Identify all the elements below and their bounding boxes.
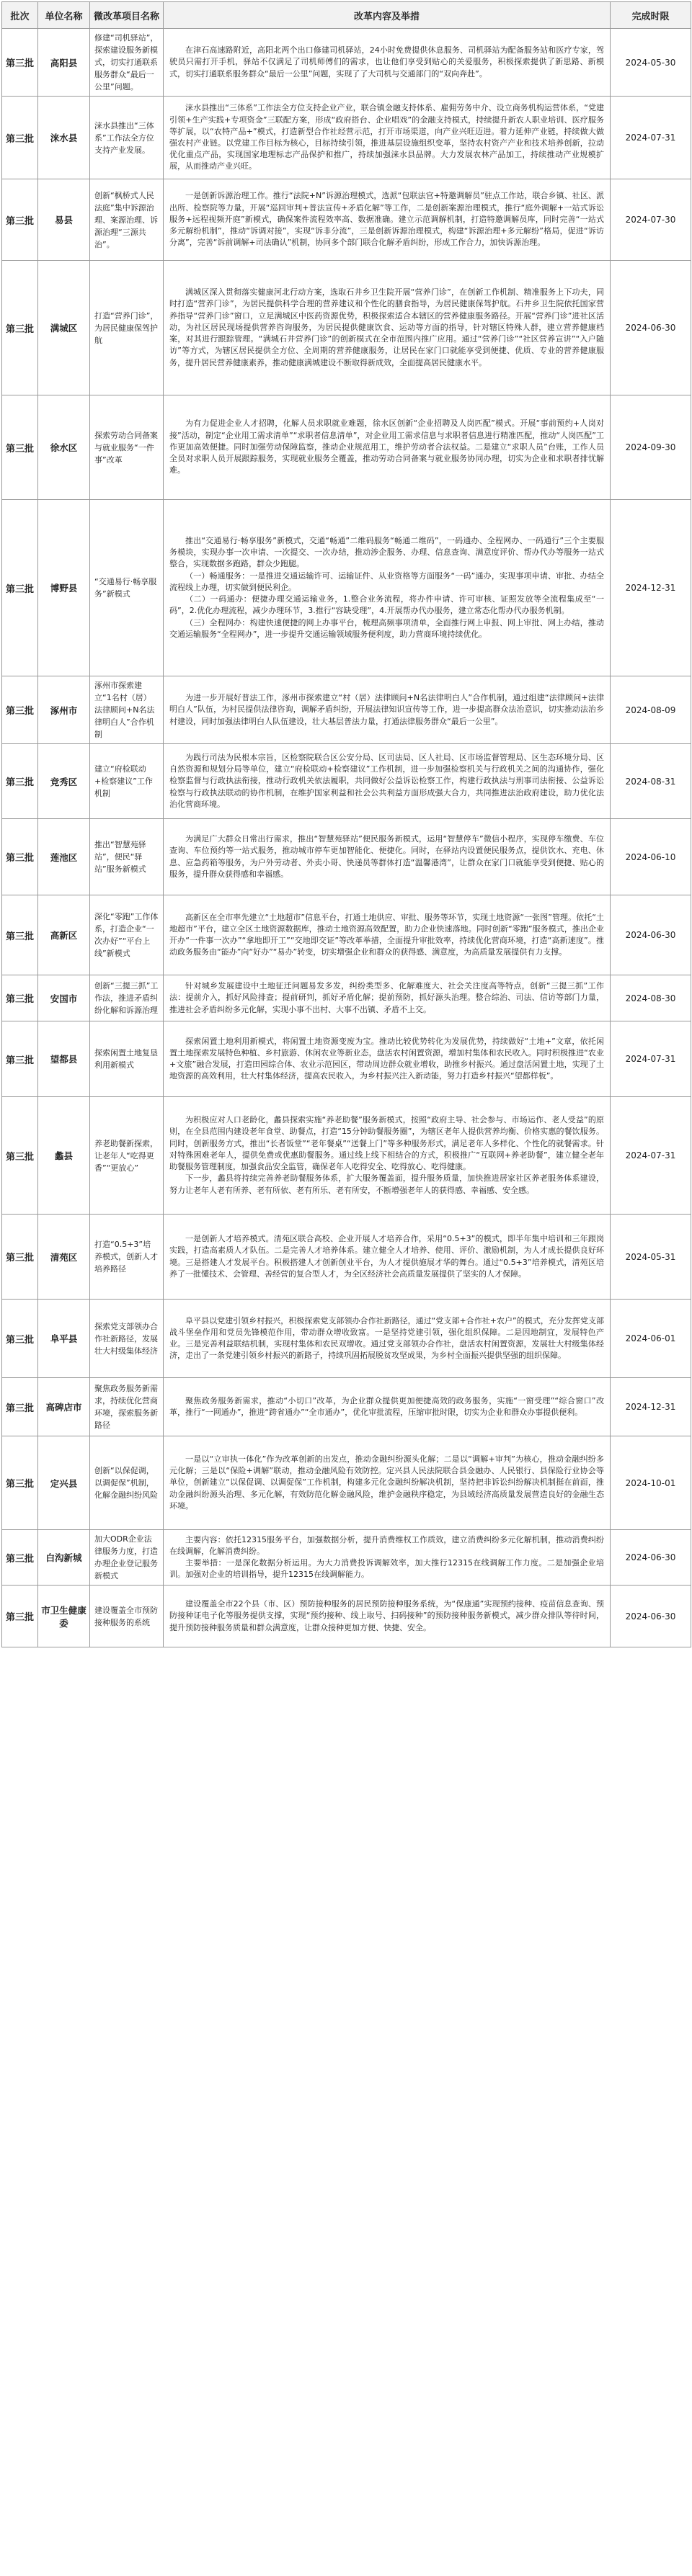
table-row bbox=[2, 1586, 691, 1647]
row-content-cell bbox=[164, 1436, 611, 1530]
row-content-cell bbox=[164, 744, 611, 819]
content-paragraph: （一）畅通服务：一是推进交通运输许可、运输证件、从业资格等方面服务“一码”通办，实现事项申请、审批、办结全流程线上办理，切实做到便民利企。 bbox=[169, 571, 604, 592]
table-row bbox=[2, 1097, 691, 1215]
row-batch-cell: 第三批 bbox=[2, 261, 38, 395]
row-content-cell bbox=[164, 1097, 611, 1215]
table-row bbox=[2, 676, 691, 744]
row-deadline-cell: 2024-07-31 bbox=[611, 97, 691, 179]
content-paragraph: （二）一码通办：便捷办理交通运输业务，1.整合业务流程，将办件申请、许可审核、证照发放等全流程集成至“一码”，2.优化办理流程，减少办理环节，3.推行“容缺受理”，4.开展帮办代办服务，建立常态化帮办代办服务机制。 bbox=[169, 594, 604, 616]
row-project-cell: 修建“司机驿站”，探索建设服务新模式，切实打通联系服务群众“最后一公里”问题。 bbox=[90, 29, 164, 97]
content-paragraph: 推出“交通易行·畅享服务”新模式，交通“畅通”二维码服务“畅通二维码”，一码通办、全程网办、一码通行”三个主要服务模块，实现办事一次申请、一次提交、一次办结，推动涉企服务、办理、信息查询、满意度评价、帮办代办等服务一站式整合，实现数据多跑路，群众少跑腿。 bbox=[169, 536, 604, 569]
table-row bbox=[2, 500, 691, 676]
table-row bbox=[2, 975, 691, 1021]
row-unit-cell: 莲池区 bbox=[38, 819, 90, 895]
content-paragraph: 一是创新诉源治理工作。推行“法院+N”诉源治理模式，选派“包联法官+特邀调解员”驻点工作站，联合乡镇、社区、派出所、检察院等力量，开展“巡回审判+普法宣传+矛盾化解”等工作，二是创新案源治理模式，推行“庭外调解+一站式诉讼服务+远程视频开庭”新模式，确保案件流程效率高、数据准确。建立示范调解机制，打造特邀调解员库，同时完善“一站式多元解纷机制”，推动“诉调对接”，实现“诉非分流”，三是创新诉源治理模式，构建“诉源治理+多元解纷”格局，促进“诉访分离”，完善“诉前调解+司法确认”机制，协同多个部门联合化解矛盾纠纷，形成工作合力，加快诉源治理。 bbox=[169, 191, 604, 248]
row-content-cell bbox=[164, 1378, 611, 1436]
row-unit-cell: 博野县 bbox=[38, 500, 90, 676]
row-deadline-cell: 2024-08-30 bbox=[611, 975, 691, 1021]
row-deadline-cell: 2024-07-31 bbox=[611, 1021, 691, 1097]
content-paragraph: 探索闲置土地利用新模式，将闲置土地资源变废为宝。推动比较优势转化为发展优势，持续做好“土地+”文章，依托闲置土地探索发展特色种植、乡村旅游、休闲农业等新业态，盘活农村闲置资源，增加村集体和农民收入。同时积极推进“农业+文旅”融合发展，打造田园综合体、农业示范园区，带动周边群众就业增收，助推乡村振兴。通过盘活闲置土地，实现了土地资源的高效利用，壮大村集体经济，提高农民收入，为乡村振兴注入新动能，努力打造乡村振兴“望都样板”。 bbox=[169, 1036, 604, 1081]
row-deadline-cell: 2024-05-30 bbox=[611, 29, 691, 97]
row-content-cell bbox=[164, 1300, 611, 1378]
content-paragraph: 建设覆盖全市22个县（市、区）预防接种服务的居民预防接种服务系统，为“保康通”实现预约接种、疫苗信息查询、预防接种证电子化等服务提供支撑，实现“预约接种、线上取号、扫码接种”的预防接种服务新模式，减少群众排队等待时间，提升预防接种服务质量和群众满意度，让群众接种更加方便、快捷、安全。 bbox=[169, 1599, 604, 1632]
row-deadline-cell: 2024-05-31 bbox=[611, 1215, 691, 1300]
content-paragraph: 为满足广大群众日常出行需求，推出“智慧苑驿站”便民服务新模式，运用“智慧停车”微信小程序，实现停车缴费、车位查询、车位预约等一站式服务，推动城市停车更加智能化、便捷化。同时，在驿站内设置便民服务点，提供饮水、充电、休息、应急药箱等服务，为户外劳动者、外卖小哥、快递员等群体打造“温馨港湾”，让群众在家门口就能享受到便捷、贴心的服务，提升群众获得感和幸福感。 bbox=[169, 834, 604, 879]
row-project-cell: 推出“智慧苑驿站”，便民“驿站”服务新模式 bbox=[90, 819, 164, 895]
row-unit-cell: 安国市 bbox=[38, 975, 90, 1021]
row-deadline-cell: 2024-07-31 bbox=[611, 1097, 691, 1215]
table-row bbox=[2, 819, 691, 895]
content-paragraph: 满城区深入贯彻落实健康河北行动方案，选取石井乡卫生院开展“营养门诊”，在创新工作机制、精准服务上下功夫，同时打造“营养门诊”，为居民提供科学合理的营养建议和个性化的膳食指导，为居民健康保驾护航。石井乡卫生院依托国家营养指导“营养门诊”窗口，立足满城区中医药资源优势，积极探索适合本辖区的营养健康服务路径。开展“营养门诊”进社区活动，为社区居民现场提供营养咨询服务，为居民提供健康饮食、运动等方面的指导，针对辖区特殊人群，建立营养健康档案，对其进行跟踪管理。“满城石井营养门诊”的创新模式在全市范围内推广应用。通过“营养门诊”“社区营养宣讲”“入户随访”等方式，为辖区居民提供全方位、全周期的营养健康服务，让居民在家门口就能享受到便捷、优质、专业的营养健康服务，提升居民营养健康素养，推动健康满城建设不断取得新成效，全面提高居民健康水平。 bbox=[169, 287, 604, 367]
table-row bbox=[2, 1530, 691, 1586]
content-paragraph: 为有力促进企业人才招聘，化解人员求职就业难题，徐水区创新“企业招聘及人岗匹配”模式。开展“事前预约+人岗对接”活动，制定“企业用工需求清单”“求职者信息清单”，对企业用工需求信息与求职者信息进行精准匹配，推动“人岗匹配”工作更加高效便捷。同时加强劳动保障监察，推动企业规范用工，维护劳动者合法权益。二是建立“求职人员”台账，工作人员全员对求职人员开展跟踪服务，实现就业服务全覆盖，推动劳动合同备案与就业服务协同办理，切实为企业和求职者排忧解难。 bbox=[169, 419, 604, 475]
row-batch-cell: 第三批 bbox=[2, 29, 38, 97]
table-row bbox=[2, 1436, 691, 1530]
content-paragraph: 主要内容：依托12315服务平台，加强数据分析，提升消费维权工作质效，建立消费纠纷多元化解机制，推动消费纠纷在线调解，化解消费纠纷。 bbox=[169, 1534, 604, 1556]
row-unit-cell: 阜平县 bbox=[38, 1300, 90, 1378]
row-batch-cell: 第三批 bbox=[2, 895, 38, 975]
row-project-cell: 聚焦政务服务新需求，持续优化营商环境，探索服务新路径 bbox=[90, 1378, 164, 1436]
row-content-cell bbox=[164, 395, 611, 500]
row-batch-cell: 第三批 bbox=[2, 395, 38, 500]
row-content-cell bbox=[164, 500, 611, 676]
row-project-cell: 加大ODR企业法律服务力度，打造办理企业登记服务新模式 bbox=[90, 1530, 164, 1586]
row-content-cell bbox=[164, 261, 611, 395]
row-content-cell bbox=[164, 97, 611, 179]
row-deadline-cell: 2024-12-31 bbox=[611, 500, 691, 676]
row-content-cell bbox=[164, 1021, 611, 1097]
content-paragraph: 阜平县以党建引领乡村振兴，积极探索党支部领办合作社新路径，通过“党支部+合作社+农户”的模式，充分发挥党支部战斗堡垒作用和党员先锋模范作用，带动群众增收致富。一是坚持党建引领，强化组织保障。二是因地制宜，发展特色产业。三是完善利益联结机制，实现村集体和农民双增收。通过党支部领办合作社，盘活农村闲置资源，发展壮大村级集体经济，走出了一条党建引领乡村振兴的新路子，持续巩固拓展脱贫攻坚成果，为乡村全面振兴提供坚强的组织保障。 bbox=[169, 1315, 604, 1361]
content-paragraph: 针对城乡发展建设中土地征迁问题易发多发，纠纷类型多、化解难度大、社会关注度高等特点，创新“三提三抓”工作法：提前介入，抓好风险排查；提前研判，抓好矛盾化解；提前预防，抓好源头治理。整合综治、司法、信访等部门力量，推进社会矛盾纠纷多元化解，实现小事不出村、大事不出镇、矛盾不上交。 bbox=[169, 981, 604, 1014]
row-unit-cell: 白沟新城 bbox=[38, 1530, 90, 1586]
row-deadline-cell: 2024-06-01 bbox=[611, 1300, 691, 1378]
row-unit-cell: 高碑店市 bbox=[38, 1378, 90, 1436]
row-content-cell bbox=[164, 29, 611, 97]
row-deadline-cell: 2024-12-31 bbox=[611, 1378, 691, 1436]
reform-table bbox=[1, 1, 691, 1647]
row-project-cell: 建设覆盖全市预防接种服务的系统 bbox=[90, 1586, 164, 1647]
row-project-cell: 探索党支部领办合作社新路径，发展壮大村级集体经济 bbox=[90, 1300, 164, 1378]
content-paragraph: 为践行司法为民根本宗旨，区检察院联合区公安分局、区司法局、区人社局、区市场监督管理局、区生态环境分局、区自然资源和规划分局等单位，建立“府检联动+检察建议”工作机制，进一步加强检察机关与行政机关之间的沟通协作，强化检察监督与行政执法衔接，推动行政机关依法履职，共同做好公益诉讼检察工作，构建行政执法与刑事司法衔接、公益诉讼检察与行政执法联动的协作机制，在维护国家利益和社会公共利益方面形成强大合力，共同推进法治政府建设，助力优化法治化营商环境。 bbox=[169, 752, 604, 809]
row-batch-cell: 第三批 bbox=[2, 1530, 38, 1586]
row-batch-cell: 第三批 bbox=[2, 1586, 38, 1647]
table-row bbox=[2, 29, 691, 97]
row-deadline-cell: 2024-08-31 bbox=[611, 744, 691, 819]
header-deadline: 完成时限 bbox=[611, 2, 691, 29]
row-batch-cell: 第三批 bbox=[2, 1097, 38, 1215]
content-paragraph: 一是以“立审执一体化”作为改革创新的出发点，推动金融纠纷源头化解；二是以“调解+审判”为核心，推动金融纠纷多元化解；三是以“保险+调解”联动，推动金融风险有效防控。定兴县人民法院联合县金融办、人民银行、县保险行业协会等单位，创新建立“以保促调、以调促保”工作机制，构建多元化金融纠纷解决机制，坚持把非诉讼纠纷解决机制挺在前面，推动金融纠纷源头治理、多元化解，有效防范化解金融风险，维护金融秩序稳定，为县域经济高质量发展营造良好的金融生态环境。 bbox=[169, 1454, 604, 1511]
content-paragraph: 聚焦政务服务新需求，推动“小切口”改革，为企业群众提供更加便捷高效的政务服务，实施“一窗受理”“综合窗口”改革，推行“一网通办”，推进“跨省通办”“全市通办”，优化审批流程，压缩审批时限，切实为企业和群众办事提供便利。 bbox=[169, 1395, 604, 1417]
content-paragraph: 为积极应对人口老龄化，蠡县探索实施“养老助餐”服务新模式，按照“政府主导、社会参与、市场运作、老人受益”的原则，在全县范围内建设老年食堂、助餐点，打造“15分钟助餐服务圈”，为辖区老年人提供营养均衡、价格实惠的餐饮服务。同时，创新服务方式，推出“长者饭堂”“老年餐桌”“送餐上门”等多种服务形式，满足老年人多样化、个性化的就餐需求。针对特殊困难老年人，提供免费或优惠助餐服务。通过线上线下相结合的方式，积极推广“互联网+养老助餐”，建立健全老年助餐服务管理制度，加强食品安全监管，确保老年人吃得安全、吃得放心、吃得健康。 bbox=[169, 1115, 604, 1172]
row-project-cell: 探索闲置土地复垦利用新模式 bbox=[90, 1021, 164, 1097]
content-paragraph: 为进一步开展好普法工作，涿州市探索建立“村（居）法律顾问+N名法律明白人”合作机制，通过组建“法律顾问+法律明白人”队伍，为村民提供法律咨询，调解矛盾纠纷，开展法律知识宣传等工作，进一步提高群众法治意识，切实推动法治乡村建设，同时加强法律明白人队伍建设，壮大基层普法力量，打通法律服务群众“最后一公里”。 bbox=[169, 693, 604, 726]
row-deadline-cell: 2024-06-30 bbox=[611, 1530, 691, 1586]
content-paragraph: 涞水县推出“三体系”工作法全方位支持企业产业，联合镇金融支持体系、雇佣劳务中介、设立商务机构运营体系，“党建引领+生产实践+专项资金”三联配方案，形成“政府搭台、企业唱戏”的金融支持模式，持续提升新农人职业培训、医疗服务等扩展，以“农特产品+”模式，打造新型合作社经营示范，打开市场渠道，向产业兴旺迈进。着力延伸产业链，持续做大做强农村产业链。以党建工作目标为核心，目标持续引领，推进基层设施组织变革，坚持农村资产产业和技术培养创新，拉动优化重点产品，实现国家地理标志产品保护和推广，持续加强涞水县品牌。大力发展农林产品加工，持续推动产业规模扩展，从而推动产业兴旺。 bbox=[169, 103, 604, 171]
row-project-cell: 养老助餐新探索，让老年人“吃得更香”“更放心” bbox=[90, 1097, 164, 1215]
header-row bbox=[2, 2, 691, 29]
content-paragraph: 一是创新人才培养模式。清苑区联合高校、企业开展人才培养合作，采用“0.5+3”的模式，即半年集中培训和三年跟岗实践，打造高素质人才队伍。二是完善人才培养体系。建立健全人才培养、使用、评价、激励机制，为人才成长提供良好环境。三是搭建人才发展平台。积极搭建人才创新创业平台，为人才提供施展才华的舞台。通过“0.5+3”培养模式，清苑区培养了一批懂技术、会管理、善经营的复合型人才，为全区经济社会高质量发展提供了坚实的人才保障。 bbox=[169, 1234, 604, 1279]
table-row bbox=[2, 1378, 691, 1436]
row-project-cell: 打造“营养门诊”，为居民健康保驾护航 bbox=[90, 261, 164, 395]
row-project-cell: 探索劳动合同备案与就业服务“一件事”改革 bbox=[90, 395, 164, 500]
row-unit-cell: 竞秀区 bbox=[38, 744, 90, 819]
row-batch-cell: 第三批 bbox=[2, 179, 38, 261]
row-unit-cell: 易县 bbox=[38, 179, 90, 261]
row-unit-cell: 涞水县 bbox=[38, 97, 90, 179]
row-unit-cell: 市卫生健康委 bbox=[38, 1586, 90, 1647]
content-paragraph: （三）全程网办：构建快速便捷的网上办事平台，梳理高频事项清单，全面推行网上申报、网上审批、网上办结，推动交通运输服务“全程网办”，进一步提升交通运输领域服务便利度，助力营商环境持续优化。 bbox=[169, 617, 604, 639]
row-project-cell: 创新“三提三抓”工作法，推进矛盾纠纷化解和诉源治理 bbox=[90, 975, 164, 1021]
row-batch-cell: 第三批 bbox=[2, 744, 38, 819]
content-paragraph: 在津石高速路附近，高阳北两个出口修建司机驿站，24小时免费提供休息服务、司机驿站为配备服务站和医疗专家，驾驶员只需打开手机，驿站不仅满足了司机师傅们的需求，也让他们享受到贴心的关爱服务，积极探索提供了新思路、新模式，切实打通联系服务群众“最后一公里”问题，实现了了大司机与交通部门的“双向奔赴”。 bbox=[169, 45, 604, 79]
row-project-cell: 建立“府检联动+检察建议”工作机制 bbox=[90, 744, 164, 819]
content-paragraph: 主要举措：一是深化数据分析运用。为大力消费投诉调解效率，加大推行12315在线调解工作力度。二是加强企业培训。加强对企业的培训指导，提升12315在线调解能力。 bbox=[169, 1558, 604, 1580]
row-content-cell bbox=[164, 975, 611, 1021]
row-batch-cell: 第三批 bbox=[2, 97, 38, 179]
row-deadline-cell: 2024-06-30 bbox=[611, 1586, 691, 1647]
row-content-cell bbox=[164, 676, 611, 744]
row-content-cell bbox=[164, 819, 611, 895]
header-content: 改革内容及举措 bbox=[164, 2, 611, 29]
row-project-cell: 打造“0.5+3”培养模式，创新人才培养路径 bbox=[90, 1215, 164, 1300]
row-batch-cell: 第三批 bbox=[2, 676, 38, 744]
row-content-cell bbox=[164, 1530, 611, 1586]
row-unit-cell: 望都县 bbox=[38, 1021, 90, 1097]
row-content-cell bbox=[164, 179, 611, 261]
row-project-cell: 创新“以保促调，以调促保”机制，化解金融纠纷风险 bbox=[90, 1436, 164, 1530]
row-batch-cell: 第三批 bbox=[2, 1300, 38, 1378]
row-unit-cell: 定兴县 bbox=[38, 1436, 90, 1530]
header-batch: 批次 bbox=[2, 2, 38, 29]
row-project-cell: 深化“零跑”工作体系，打造企业“一次办好”“平台上线”新模式 bbox=[90, 895, 164, 975]
row-content-cell bbox=[164, 1215, 611, 1300]
table-body bbox=[2, 29, 691, 1647]
row-batch-cell: 第三批 bbox=[2, 500, 38, 676]
row-unit-cell: 高新区 bbox=[38, 895, 90, 975]
table-row bbox=[2, 1021, 691, 1097]
header-project: 微改革项目名称 bbox=[90, 2, 164, 29]
row-batch-cell: 第三批 bbox=[2, 1378, 38, 1436]
content-paragraph: 下一步，蠡县将持续完善养老助餐服务体系，扩大服务覆盖面，提升服务质量，加快推进居家社区养老服务体系建设，努力让老年人老有所养、老有所依、老有所乐、老有所安，不断增强老年人的获得感、幸福感、安全感。 bbox=[169, 1173, 604, 1195]
row-unit-cell: 满城区 bbox=[38, 261, 90, 395]
row-deadline-cell: 2024-09-30 bbox=[611, 395, 691, 500]
row-deadline-cell: 2024-06-30 bbox=[611, 895, 691, 975]
table-row bbox=[2, 97, 691, 179]
row-content-cell bbox=[164, 895, 611, 975]
row-deadline-cell: 2024-10-01 bbox=[611, 1436, 691, 1530]
row-deadline-cell: 2024-06-30 bbox=[611, 261, 691, 395]
table-row bbox=[2, 261, 691, 395]
row-project-cell: 涞水县推出“三体系”工作法全方位支持产业发展。 bbox=[90, 97, 164, 179]
row-deadline-cell: 2024-07-30 bbox=[611, 179, 691, 261]
table-row bbox=[2, 895, 691, 975]
row-unit-cell: 徐水区 bbox=[38, 395, 90, 500]
header-unit: 单位名称 bbox=[38, 2, 90, 29]
row-unit-cell: 蠡县 bbox=[38, 1097, 90, 1215]
table-row bbox=[2, 1215, 691, 1300]
row-batch-cell: 第三批 bbox=[2, 819, 38, 895]
row-batch-cell: 第三批 bbox=[2, 1021, 38, 1097]
row-content-cell bbox=[164, 1586, 611, 1647]
row-unit-cell: 高阳县 bbox=[38, 29, 90, 97]
row-project-cell: 创新“枫桥式人民法庭”集中诉源治理、案源治理、诉源治理“三源共治”。 bbox=[90, 179, 164, 261]
row-batch-cell: 第三批 bbox=[2, 975, 38, 1021]
row-unit-cell: 清苑区 bbox=[38, 1215, 90, 1300]
row-batch-cell: 第三批 bbox=[2, 1436, 38, 1530]
row-deadline-cell: 2024-08-09 bbox=[611, 676, 691, 744]
table-row bbox=[2, 395, 691, 500]
content-paragraph: 高新区在全市率先建立“土地超市”信息平台，打通土地供应、审批、服务等环节，实现土地资源“一张图”管理。依托“土地超市”平台，建立全区土地资源数据库，推动土地资源高效配置，助力企业快速落地。同时创新“零跑”服务模式，推出企业开办“一件事一次办”“拿地即开工”“交地即交证”等改革举措，全面提升审批效率，持续优化营商环境，打造“高新速度”。推动政务服务由“能办”向“好办”“易办”转变，切实增强企业和群众的获得感、满意度，为高质量发展提供有力支撑。 bbox=[169, 912, 604, 957]
row-project-cell: “交通易行·畅享服务”新模式 bbox=[90, 500, 164, 676]
table-row bbox=[2, 179, 691, 261]
row-deadline-cell: 2024-06-10 bbox=[611, 819, 691, 895]
row-batch-cell: 第三批 bbox=[2, 1215, 38, 1300]
row-unit-cell: 涿州市 bbox=[38, 676, 90, 744]
table-row bbox=[2, 744, 691, 819]
row-project-cell: 涿州市探索建立“1名村（居）法律顾问+N名法律明白人”合作机制 bbox=[90, 676, 164, 744]
table-row bbox=[2, 1300, 691, 1378]
